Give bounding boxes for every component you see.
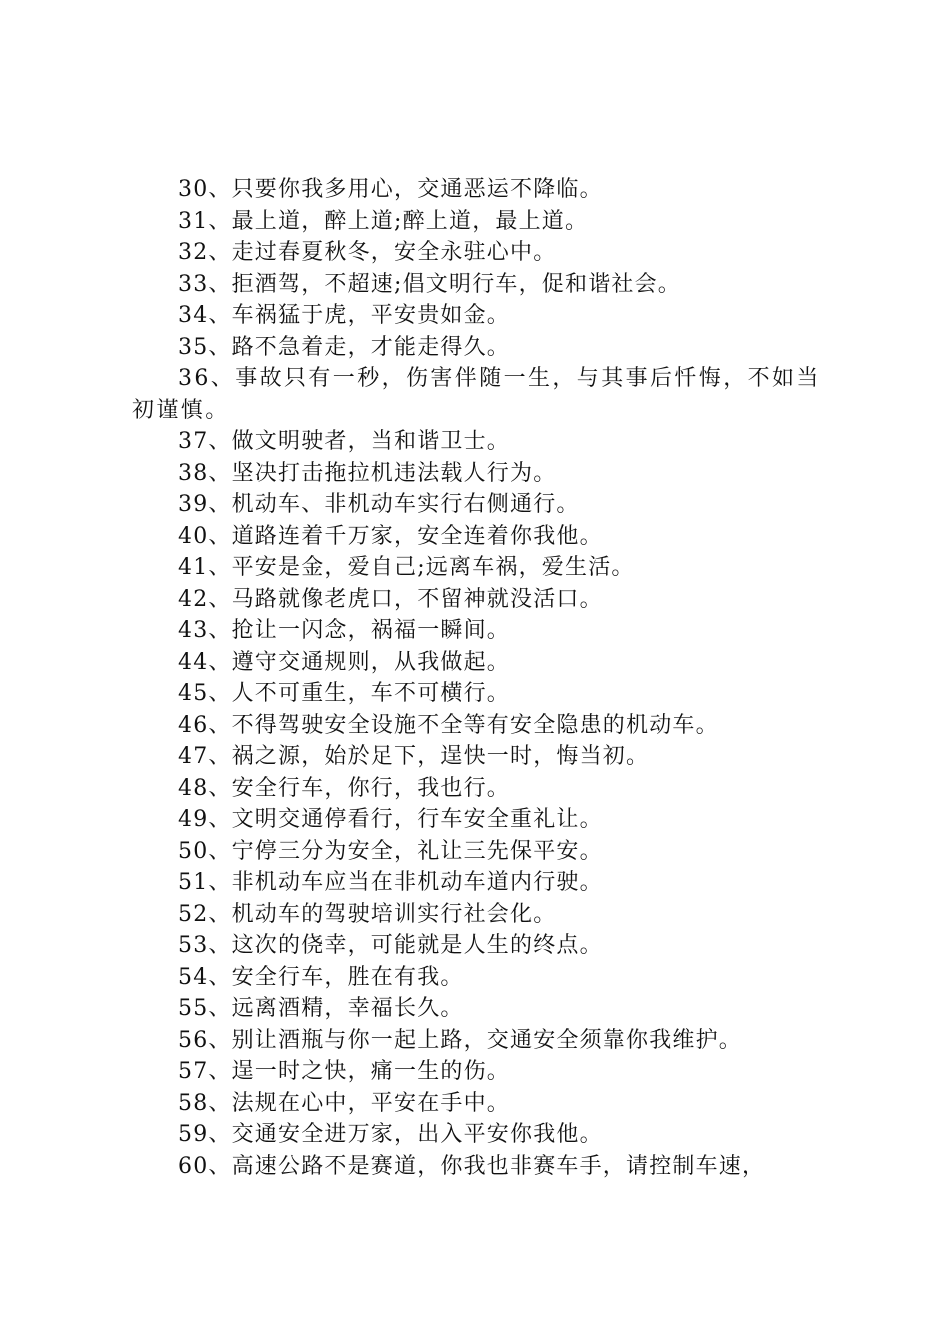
- slogan-item: 57、逞一时之快，痛一生的伤。: [178, 1059, 510, 1084]
- slogan-item: 49、文明交通停看行，行车安全重礼让。: [178, 807, 603, 832]
- slogan-item: 30、只要你我多用心，交通恶运不降临。: [178, 177, 603, 202]
- slogan-item: 43、抢让一闪念，祸福一瞬间。: [178, 618, 510, 643]
- slogan-item: 52、机动车的驾驶培训实行社会化。: [178, 901, 557, 927]
- slogan-item: 35、路不急着走，才能走得久。: [178, 334, 510, 360]
- slogan-item: 50、宁停三分为安全，礼让三先保平安。: [178, 838, 603, 864]
- slogan-item: 51、非机动车应当在非机动车道内行驶。: [178, 870, 603, 895]
- slogan-item: 45、人不可重生，车不可横行。: [178, 681, 510, 706]
- slogan-item: 44、遵守交通规则，从我做起。: [178, 649, 510, 675]
- slogan-item: 54、安全行车，胜在有我。: [178, 964, 464, 990]
- slogan-item: 32、走过春夏秋冬，安全永驻心中。: [178, 240, 557, 265]
- slogan-item: 59、交通安全进万家，出入平安你我他。: [178, 1122, 603, 1147]
- slogan-item: 41、平安是金，爱自己;远离车祸，爱生活。: [178, 555, 635, 580]
- slogan-item: 53、这次的侥幸，可能就是人生的终点。: [178, 933, 603, 958]
- slogan-item: 60、高速公路不是赛道，你我也非赛车手，请控制车速，: [178, 1153, 766, 1179]
- slogan-item: 36、事故只有一秒，伤害伴随一生，与其事后忏悔，不如当初谨慎。: [132, 366, 821, 423]
- slogan-item: 34、车祸猛于虎，平安贵如金。: [178, 303, 510, 328]
- slogan-item: 56、别让酒瓶与你一起上路，交通安全须靠你我维护。: [178, 1027, 742, 1053]
- slogan-item: 48、安全行车，你行，我也行。: [178, 775, 510, 801]
- slogan-item: 58、法规在心中，平安在手中。: [178, 1090, 510, 1116]
- slogan-list: [132, 174, 842, 1182]
- slogan-item: 47、祸之源，始於足下，逞快一时，悔当初。: [178, 744, 650, 769]
- slogan-item: 31、最上道，醉上道;醉上道，最上道。: [178, 208, 589, 234]
- slogan-item: 46、不得驾驶安全设施不全等有安全隐患的机动车。: [178, 712, 719, 738]
- slogan-item: 42、马路就像老虎口，不留神就没活口。: [178, 586, 603, 612]
- slogan-item: 55、远离酒精，幸福长久。: [178, 996, 464, 1021]
- slogan-item: 38、坚决打击拖拉机违法载人行为。: [178, 460, 557, 486]
- slogan-item: 37、做文明驶者，当和谐卫士。: [178, 429, 510, 454]
- slogan-item: 33、拒酒驾，不超速;倡文明行车，促和谐社会。: [178, 271, 682, 297]
- slogan-item: 40、道路连着千万家，安全连着你我他。: [178, 523, 603, 549]
- slogan-item: 39、机动车、非机动车实行右侧通行。: [178, 492, 580, 517]
